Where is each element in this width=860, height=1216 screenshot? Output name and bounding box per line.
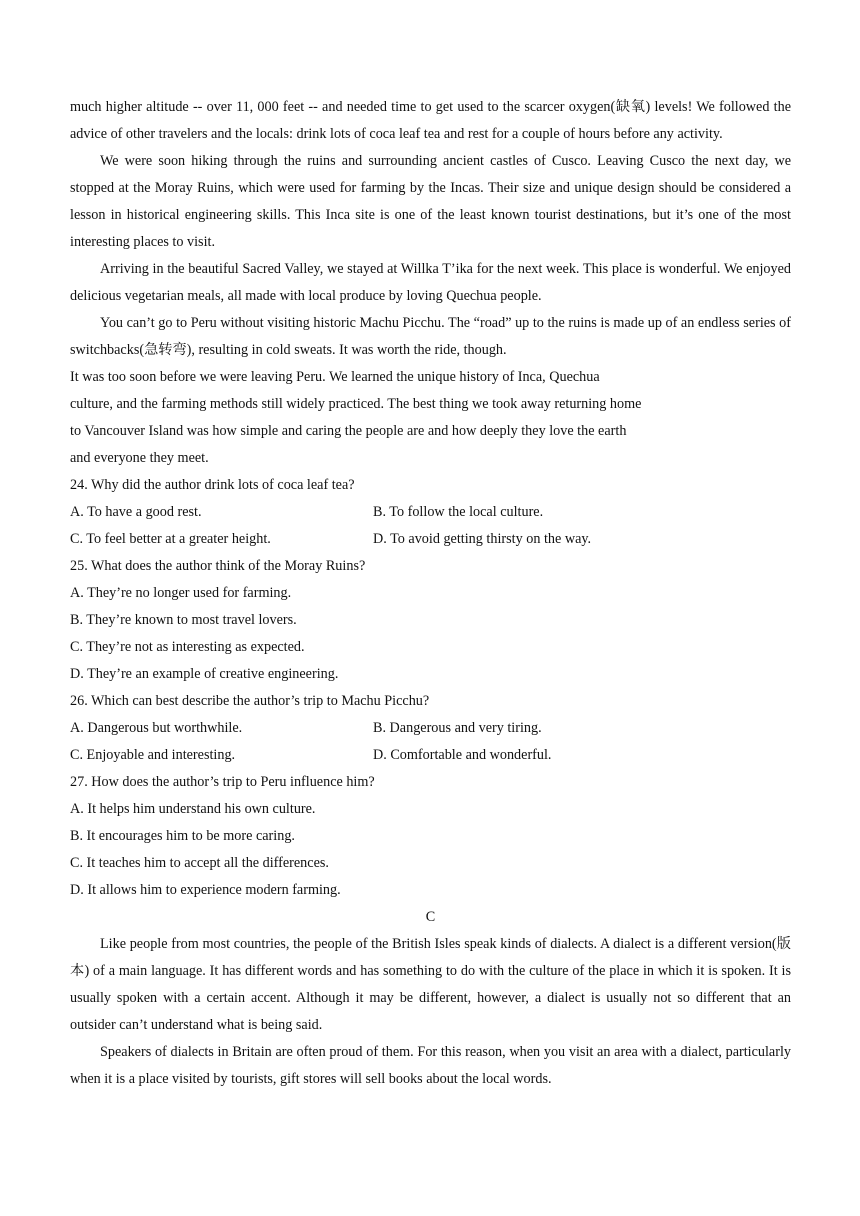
option-a: A. They’re no longer used for farming. [70, 585, 292, 601]
paragraph: We were soon hiking through the ruins and surrounding ancient castles of Cusco. Leaving Cusco the next day, we stopped at the Moray Ruins, which were used for farming by the Incas. Their size and unique design should be considered a lesson in historical engineering skills. This Inca site is one of the least known tourist destinations, but it’s one of the most interesting places to visit. [70, 153, 791, 250]
question-27 [70, 769, 791, 904]
option-b: B. It encourages him to be more caring. [70, 828, 295, 844]
paragraph-line: to Vancouver Island was how simple and caring the people are and how deeply they love the earth [70, 423, 627, 439]
option-c: C. To feel better at a greater height. [70, 531, 271, 547]
passage-c [70, 904, 791, 1093]
paragraph-line: culture, and the farming methods still widely practiced. The best thing we took away returning home [70, 396, 642, 412]
question-stem: 24. Why did the author drink lots of coca leaf tea? [70, 477, 355, 493]
paragraph: Arriving in the beautiful Sacred Valley, we stayed at Willka T’ika for the next week. This place is wonderful. We enjoyed delicious vegetarian meals, all made with local produce by loving Quechua people. [70, 261, 791, 304]
question-24 [70, 472, 791, 553]
passage-b [70, 94, 791, 1093]
paragraph: Speakers of dialects in Britain are often proud of them. For this reason, when you visit an area with a dialect, particularly when it is a place visited by tourists, gift stores will sell books about the local words. [70, 1044, 791, 1087]
option-b: B. Dangerous and very tiring. [373, 720, 542, 736]
option-b: B. They’re known to most travel lovers. [70, 612, 297, 628]
option-d: D. To avoid getting thirsty on the way. [373, 531, 592, 547]
paragraph: much higher altitude -- over 11, 000 feet -- and needed time to get used to the scarcer oxygen(缺氧) levels! We followed the advice of other travelers and the locals: drink lots of coca leaf tea and rest for a couple of hours before any activity. [70, 99, 791, 142]
option-c: C. They’re not as interesting as expected. [70, 639, 305, 655]
option-a: A. To have a good rest. [70, 504, 202, 520]
question-26 [70, 688, 791, 769]
question-stem: 26. Which can best describe the author’s trip to Machu Picchu? [70, 693, 430, 709]
question-stem: 27. How does the author’s trip to Peru influence him? [70, 774, 375, 790]
option-d: D. Comfortable and wonderful. [373, 747, 552, 763]
option-c: C. It teaches him to accept all the differences. [70, 855, 329, 871]
option-a: A. Dangerous but worthwhile. [70, 720, 243, 736]
question-25 [70, 553, 791, 688]
paragraph: You can’t go to Peru without visiting historic Machu Picchu. The “road” up to the ruins is made up of an endless series of switchbacks(急转弯), resulting in cold sweats. It was worth the ride, though. [70, 315, 791, 358]
paragraph: Like people from most countries, the people of the British Isles speak kinds of dialects. A dialect is a different version(版本) of a main language. It has different words and has something to do with the culture of the place in which it is spoken. It is usually spoken with a certain accent. Although it may be different, however, a dialect is usually not so different that an outsider can’t understand what is being said. [70, 936, 791, 1033]
section-heading: C [425, 909, 436, 925]
option-b: B. To follow the local culture. [373, 504, 544, 520]
option-d: D. It allows him to experience modern farming. [70, 882, 341, 898]
option-d: D. They’re an example of creative engineering. [70, 666, 339, 682]
option-a: A. It helps him understand his own culture. [70, 801, 316, 817]
question-stem: 25. What does the author think of the Moray Ruins? [70, 558, 366, 574]
paragraph-line: It was too soon before we were leaving Peru. We learned the unique history of Inca, Quechua [70, 369, 600, 385]
paragraph-line: and everyone they meet. [70, 450, 209, 466]
option-c: C. Enjoyable and interesting. [70, 747, 236, 763]
